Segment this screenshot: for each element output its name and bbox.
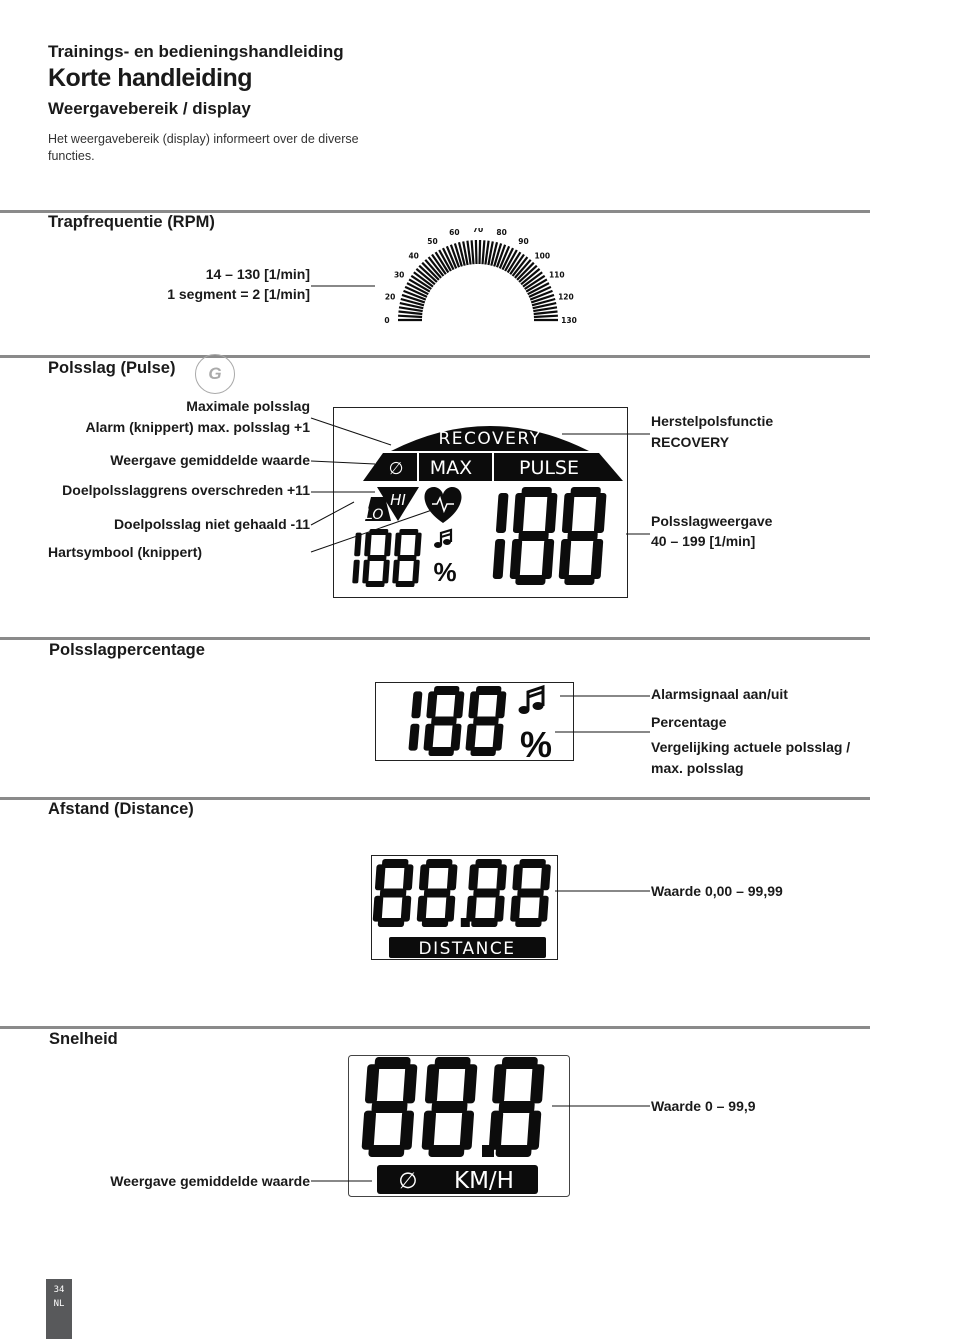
rpm-segment-label: 1 segment = 2 [1/min] [167, 286, 310, 302]
lcd-pulse-text: PULSE [518, 457, 580, 479]
rpm-scale-label: 0 [384, 316, 390, 325]
speed-lcd-panel [348, 1055, 570, 1197]
lcd-recovery-text: RECOVERY [438, 429, 542, 449]
percentage-lcd-panel [375, 682, 574, 761]
page-number: 34 [53, 1285, 65, 1295]
distance-heading: Afstand (Distance) [48, 800, 194, 818]
lcd-max-text: MAX [429, 457, 473, 479]
rpm-segment [472, 240, 474, 264]
rpm-scale-label: 40 [408, 251, 419, 261]
rpm-segment [534, 312, 558, 315]
rpm-scale-label: 110 [548, 270, 565, 280]
label-heart-symbol: Hartsymbool (knippert) [48, 544, 203, 560]
rpm-scale-label: 30 [393, 270, 405, 280]
page-title: Korte handleiding [48, 64, 252, 92]
rpm-scale-label: 120 [558, 292, 574, 302]
lcd-lo-text: LO [365, 507, 384, 523]
rpm-segment [398, 316, 422, 317]
lcd-hi-text: HI [390, 491, 406, 509]
label-alarm-toggle: Alarmsignaal aan/uit [651, 686, 788, 702]
label-compare-1: Vergelijking actuele polsslag / [651, 739, 851, 755]
rpm-scale-label: 50 [427, 237, 438, 247]
percentage-heading: Polsslagpercentage [49, 641, 205, 659]
rpm-scale-label: 20 [384, 292, 396, 302]
rpm-scale-label: 130 [561, 316, 577, 325]
speed-unit: KM/H [454, 1168, 514, 1194]
label-pulse-display: Polsslagweergave [651, 513, 773, 529]
label-average: Weergave gemiddelde waarde [110, 452, 310, 468]
percentage-symbol: % [519, 724, 553, 761]
label-speed-value: Waarde 0 – 99,9 [651, 1098, 756, 1114]
rpm-scale-label: 90 [518, 237, 529, 247]
language-badge: G [195, 354, 235, 394]
divider-percentage [0, 637, 870, 640]
distance-lcd-panel [371, 855, 558, 960]
distance-caption: DISTANCE [418, 939, 516, 959]
lcd-percent-symbol: % [433, 557, 457, 587]
rpm-scale-label: 70 [472, 228, 484, 234]
rpm-segment [399, 312, 423, 315]
rpm-segment [534, 316, 558, 317]
lcd-avg-symbol: ∅ [388, 459, 404, 479]
divider-pulse [0, 355, 870, 358]
rpm-scale-label: 60 [449, 228, 460, 238]
label-pulse-range: 40 – 199 [1/min] [651, 533, 756, 549]
label-recovery-function: Herstelpolsfunctie [651, 413, 774, 429]
rpm-arc-gauge [355, 228, 605, 326]
rpm-range-label: 14 – 130 [1/min] [205, 266, 310, 282]
rpm-heading: Trapfrequentie (RPM) [48, 213, 215, 231]
label-target-not-reached: Doelpolsslag niet gehaald -11 [113, 516, 310, 532]
rpm-segment [476, 240, 477, 264]
label-recovery-word: RECOVERY [651, 434, 730, 450]
label-max-pulse: Maximale polsslag [186, 398, 310, 414]
page-footer [46, 1279, 72, 1339]
label-alarm-max: Alarm (knippert) max. polsslag +1 [85, 419, 310, 435]
manual-title: Trainings- en bedieningshandleiding [48, 42, 344, 61]
pulse-heading: Polsslag (Pulse) [48, 359, 176, 377]
label-percentage: Percentage [651, 714, 727, 730]
speed-heading: Snelheid [49, 1030, 118, 1048]
label-compare-2: max. polsslag [651, 760, 744, 776]
label-distance-value: Waarde 0,00 – 99,99 [651, 883, 783, 899]
intro-text: Het weergavebereik (display) informeert over de diverse functies. [48, 132, 359, 163]
pulse-lcd-panel [333, 407, 628, 598]
language-code: NL [53, 1299, 65, 1309]
divider-speed [0, 1026, 870, 1029]
rpm-segment [483, 240, 485, 264]
rpm-segment [480, 240, 481, 264]
rpm-scale-label: 100 [534, 251, 551, 261]
section-subtitle: Weergavebereik / display [48, 99, 251, 118]
rpm-scale-label: 80 [496, 228, 507, 238]
label-speed-average: Weergave gemiddelde waarde [110, 1173, 310, 1189]
speed-avg-symbol: ∅ [398, 1169, 418, 1194]
label-target-exceeded: Doelpolsslaggrens overschreden +11 [62, 482, 310, 498]
